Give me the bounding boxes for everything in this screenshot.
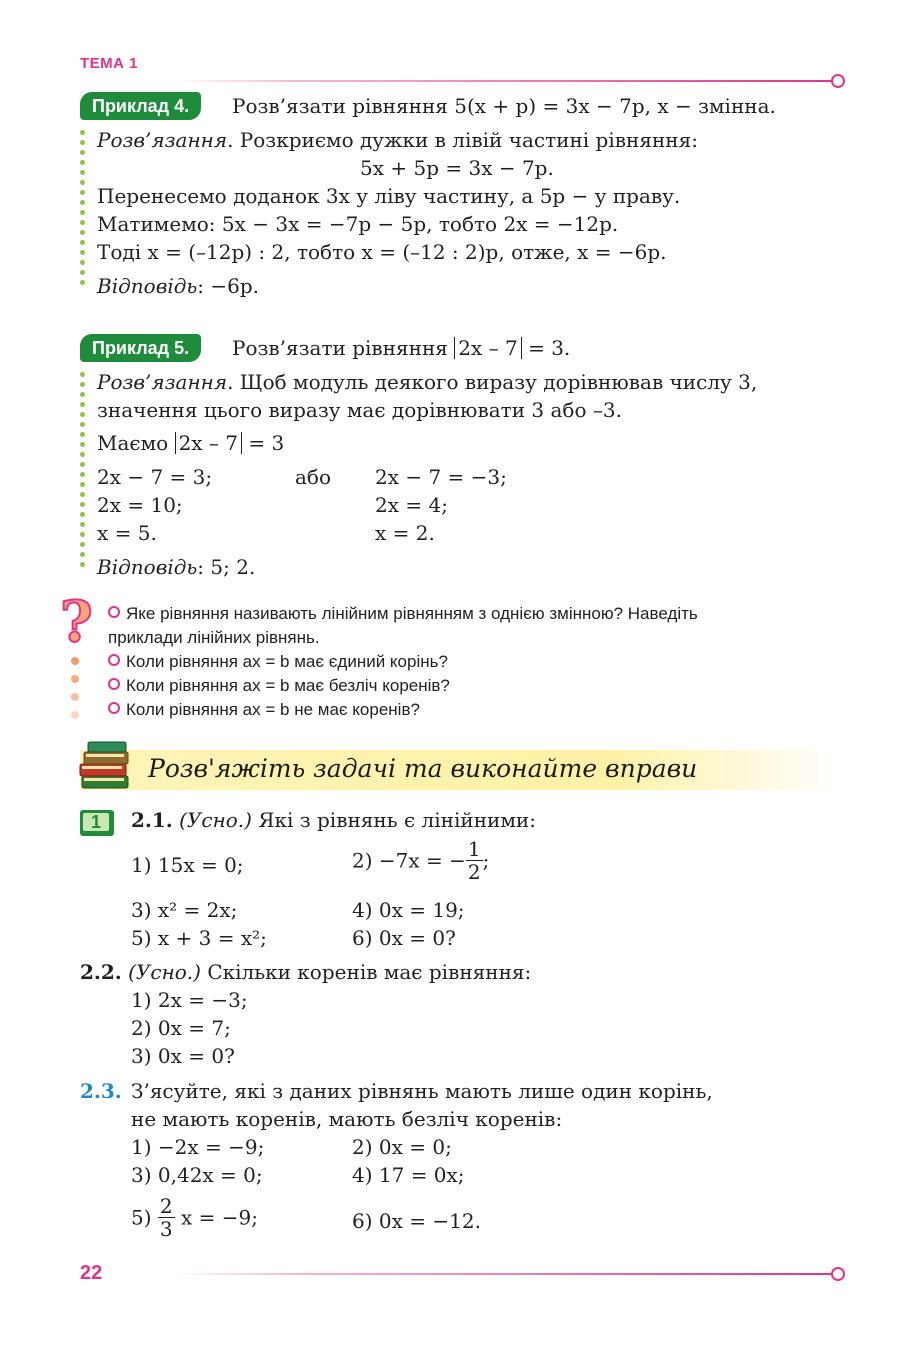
example4-eq1: 5x + 5p = 3x − 7p. bbox=[360, 156, 554, 180]
example5-dots bbox=[80, 372, 86, 572]
solution-label: Розв’язання bbox=[97, 128, 228, 152]
example5-answer bbox=[97, 553, 255, 581]
ex23-item-5 bbox=[131, 1195, 258, 1240]
example4-line4: Тоді x = (–12p) : 2, тобто x = (–12 : 2)p, отже, x = −6p. bbox=[97, 240, 667, 264]
task-suffix: = 3. bbox=[521, 336, 571, 360]
case-right-3: x = 2. bbox=[375, 521, 435, 545]
abs-expression: 2x – 7 bbox=[454, 337, 521, 359]
example4-dots bbox=[80, 130, 86, 290]
ex21-heading bbox=[131, 806, 536, 834]
case-or: або bbox=[295, 465, 332, 489]
ex21-item-2 bbox=[352, 838, 489, 883]
task-prefix: Розв’язати рівняння bbox=[232, 336, 455, 360]
example4-line2: Перенесемо доданок 3x у ліву частину, а 5p − у праву. bbox=[97, 184, 681, 208]
item-prefix: 2) −7x = − bbox=[352, 848, 466, 873]
header-rule-end bbox=[831, 74, 845, 88]
example5-solution-line1 bbox=[97, 368, 757, 396]
fraction: $\frac{1}{2}$ bbox=[467, 837, 481, 884]
question-dot-icon bbox=[71, 675, 79, 683]
item-suffix: x = −9; bbox=[174, 1205, 258, 1230]
abs-expression: 2x – 7 bbox=[175, 432, 242, 454]
ex22-item-1: 1) 2x = −3; bbox=[131, 988, 248, 1012]
example4-line3: Матимемо: 5x − 3x = −7p − 5p, тобто 2x = −12p. bbox=[97, 212, 619, 236]
exercises-banner-title: Розв'яжіть задачі та виконайте вправи bbox=[148, 754, 698, 783]
question-text: Коли рівняння ax = b має безліч коренів? bbox=[126, 676, 450, 695]
answer-label: Відповідь bbox=[97, 274, 198, 298]
exercise-text: Скільки коренів має рівняння: bbox=[200, 960, 532, 984]
question-mark-icon: ? bbox=[60, 589, 93, 655]
example4-task: Розв’язати рівняння 5(x + p) = 3x − 7p, x − змінна. bbox=[232, 94, 776, 118]
footer-rule bbox=[170, 1273, 832, 1275]
ex23-item-1: 1) −2x = −9; bbox=[131, 1135, 265, 1159]
example4-badge: Приклад 4. bbox=[80, 92, 201, 120]
level-1-icon: 1 bbox=[80, 810, 114, 836]
answer-value: : −6p. bbox=[197, 274, 260, 298]
question-dot-icon bbox=[71, 657, 79, 665]
ex21-item-5: 5) x + 3 = x²; bbox=[131, 926, 267, 950]
question-1-cont: приклади лінійних рівнянь. bbox=[108, 628, 320, 647]
example5-badge: Приклад 5. bbox=[80, 334, 201, 362]
exercise-number: 2.1. bbox=[131, 808, 173, 832]
solution-text: . Розкриємо дужки в лівій частині рівняння: bbox=[227, 128, 698, 152]
bullet-ring-icon bbox=[108, 606, 120, 618]
ex23-item-2: 2) 0x = 0; bbox=[352, 1135, 452, 1159]
case-left-1: 2x − 7 = 3; bbox=[97, 465, 213, 489]
footer-rule-end bbox=[831, 1267, 845, 1281]
question-3 bbox=[108, 674, 450, 698]
ex23-number: 2.3. bbox=[80, 1079, 122, 1103]
ex23-text-2: не мають коренів, мають безліч коренів: bbox=[131, 1107, 563, 1131]
ex23-text-1: З’ясуйте, які з даних рівнянь мають лише один корінь, bbox=[131, 1079, 713, 1103]
bullet-ring-icon bbox=[108, 678, 120, 690]
books-icon bbox=[78, 738, 134, 794]
example5-solution-line2: значення цього виразу має дорівнювати 3 або –3. bbox=[97, 398, 622, 422]
oral-mark: (Усно.) bbox=[128, 960, 201, 984]
example5-task bbox=[232, 334, 570, 362]
fraction: $\frac{2}{3}$ bbox=[159, 1194, 173, 1241]
item-suffix: ; bbox=[482, 848, 490, 873]
ex23-item-4: 4) 17 = 0x; bbox=[352, 1163, 465, 1187]
ex21-item-4: 4) 0x = 19; bbox=[352, 898, 465, 922]
ex22-item-2: 2) 0x = 7; bbox=[131, 1016, 231, 1040]
example5-have bbox=[97, 429, 284, 457]
case-left-3: x = 5. bbox=[97, 521, 157, 545]
ex22-item-3: 3) 0x = 0? bbox=[131, 1044, 235, 1068]
ex21-item-1: 1) 15x = 0; bbox=[131, 853, 244, 877]
question-1 bbox=[108, 602, 845, 626]
question-2 bbox=[108, 650, 448, 674]
ex22-heading bbox=[80, 958, 531, 986]
answer-label: Відповідь bbox=[97, 555, 198, 579]
ex23-item-3: 3) 0,42x = 0; bbox=[131, 1163, 263, 1187]
solution-label: Розв’язання bbox=[97, 370, 228, 394]
have-prefix: Маємо bbox=[97, 431, 175, 455]
question-dot-icon bbox=[71, 693, 79, 701]
ex21-item-3: 3) x² = 2x; bbox=[131, 898, 238, 922]
bullet-ring-icon bbox=[108, 654, 120, 666]
topic-label: ТЕМА 1 bbox=[80, 55, 139, 72]
question-text: Коли рівняння ax = b не має коренів? bbox=[126, 700, 420, 719]
item-prefix: 5) bbox=[131, 1205, 158, 1230]
case-right-2: 2x = 4; bbox=[375, 493, 448, 517]
exercise-text: Які з рівнянь є лінійними: bbox=[251, 808, 536, 832]
question-text: Яке рівняння називають лінійним рівнянням з однією змінною? Наведіть bbox=[126, 604, 698, 623]
ex23-item-6: 6) 0x = −12. bbox=[352, 1209, 481, 1233]
case-left-2: 2x = 10; bbox=[97, 493, 183, 517]
answer-value: : 5; 2. bbox=[197, 555, 256, 579]
example4-answer bbox=[97, 272, 259, 300]
header-rule bbox=[170, 80, 832, 82]
exercise-number: 2.2. bbox=[80, 960, 122, 984]
oral-mark: (Усно.) bbox=[179, 808, 252, 832]
example4-solution-intro bbox=[97, 126, 698, 154]
bullet-ring-icon bbox=[108, 702, 120, 714]
page-number: 22 bbox=[80, 1262, 103, 1284]
have-suffix: = 3 bbox=[242, 431, 285, 455]
question-dot-icon bbox=[71, 711, 79, 719]
question-text: Коли рівняння ax = b має єдиний корінь? bbox=[126, 652, 448, 671]
ex21-item-6: 6) 0x = 0? bbox=[352, 926, 456, 950]
solution-text: . Щоб модуль деякого виразу дорівнював числу 3, bbox=[227, 370, 758, 394]
question-4 bbox=[108, 698, 420, 722]
case-right-1: 2x − 7 = −3; bbox=[375, 465, 507, 489]
